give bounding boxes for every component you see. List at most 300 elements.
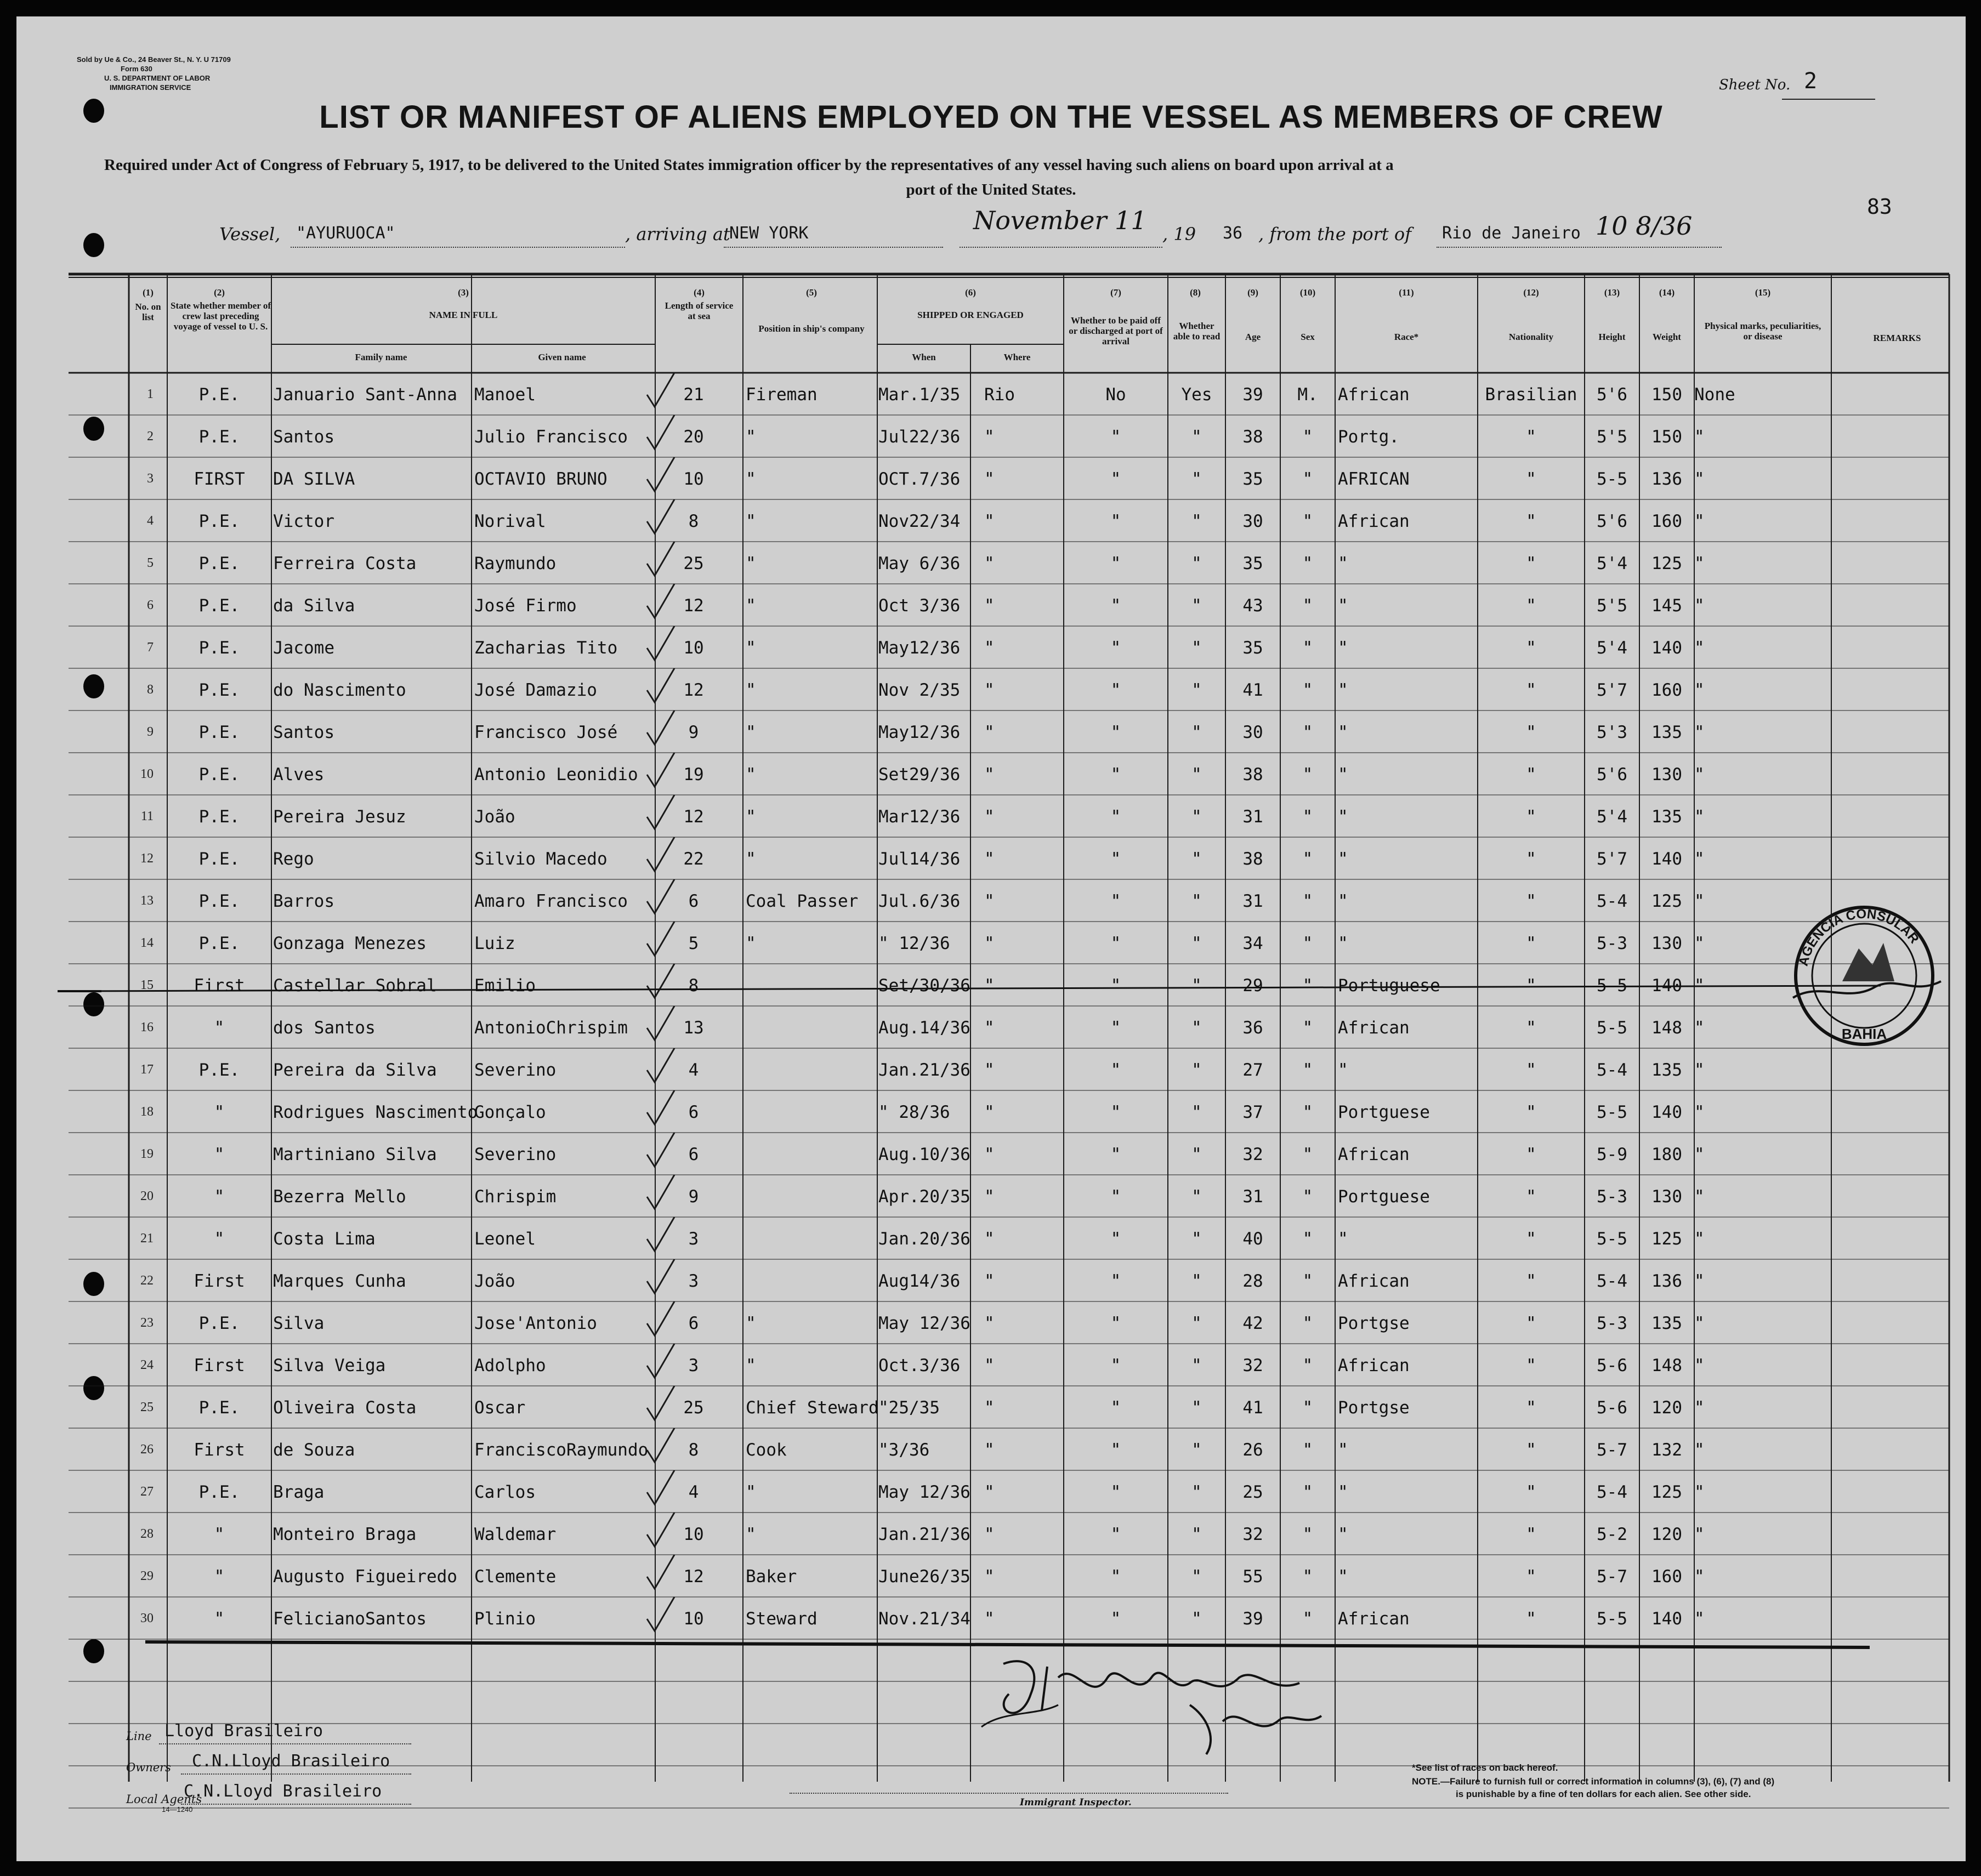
cell-age: 32 [1242,1525,1263,1544]
cell-position: Chief Steward [746,1398,879,1418]
cell-nat: " [1526,976,1536,996]
cell-given: Adolpho [474,1356,546,1375]
cell-age: 30 [1242,511,1263,531]
cell-family: Costa Lima [273,1229,376,1249]
cell-paid: " [1110,1567,1121,1587]
row-number: 16 [140,1020,154,1034]
cell-position: Steward [746,1609,818,1629]
cell-position: " [746,427,756,447]
cell-position: Fireman [746,385,818,405]
cell-service: 25 [683,1398,704,1418]
cell-when: Oct 3/36 [878,596,961,616]
cell-sex: " [1302,723,1313,742]
cell-sex: " [1302,554,1313,573]
cell-weight: 150 [1651,427,1682,447]
cell-where: " [984,1271,995,1291]
cell-position: " [746,596,756,616]
cell-weight: 130 [1651,765,1682,784]
col-height-heading: Height [1598,332,1626,342]
col-age-heading: Age [1245,332,1261,342]
row-number: 13 [140,894,154,908]
cell-paid: " [1110,1482,1121,1502]
cell-height: 5-3 [1597,934,1627,953]
cell-position: " [746,680,756,700]
cell-paid: No [1105,385,1126,405]
cell-weight: 180 [1651,1145,1682,1164]
cell-family: Castellar Sobral [273,976,437,996]
row-number: 14 [140,936,154,950]
cell-age: 35 [1242,638,1263,658]
cell-marks: " [1694,1102,1705,1122]
cell-height: 5-5 [1597,1018,1627,1038]
vessel-name: "AYURUOCA" [296,224,395,243]
row-number: 29 [140,1569,154,1583]
cell-where: " [984,1018,995,1038]
cell-sex: " [1302,976,1313,996]
cell-given: Gonçalo [474,1102,546,1122]
cell-sex: " [1302,1356,1313,1375]
cell-family: Santos [273,723,334,742]
cell-family: Pereira Jesuz [273,807,406,827]
cell-sex: " [1302,1060,1313,1080]
col-remarks-heading: REMARKS [1873,333,1921,343]
cell-nat: " [1526,554,1536,573]
cell-height: 5-7 [1597,1440,1627,1460]
cell-height: 5'6 [1597,385,1627,405]
cell-paid: " [1110,1018,1121,1038]
cell-weight: 160 [1651,511,1682,531]
cell-family: Januario Sant-Anna [273,385,457,405]
cell-state: P.E. [198,934,240,953]
cell-service: 25 [683,554,704,573]
cell-age: 29 [1242,976,1263,996]
col-name-heading: NAME IN FULL [429,310,498,320]
cell-height: 5-9 [1597,1145,1627,1164]
cell-given: João [474,807,515,827]
cell-paid: " [1110,934,1121,953]
cell-read: " [1191,1229,1202,1249]
cell-position: Baker [746,1567,797,1587]
cell-where: " [984,765,995,784]
page-title: LIST OR MANIFEST OF ALIENS EMPLOYED ON THE VESSEL AS MEMBERS OF CREW [319,99,1663,135]
cell-nat: " [1526,1060,1536,1080]
arrival-date: November 11 [973,206,1147,235]
cell-given: Leonel [474,1229,536,1249]
cell-age: 55 [1242,1567,1263,1587]
cell-age: 40 [1242,1229,1263,1249]
cell-sex: " [1302,596,1313,616]
cell-race: " [1338,554,1348,573]
inspector-rule [790,1793,1228,1794]
cell-weight: 125 [1651,1482,1682,1502]
stamp-text-top: AGENCIA CONSULAR [1796,906,1922,968]
cell-read: " [1191,469,1202,489]
cell-position: Coal Passer [746,891,859,911]
cell-marks: " [1694,976,1705,996]
owners-rule [181,1773,411,1775]
cell-where: " [984,723,995,742]
cell-nat: " [1526,1567,1536,1587]
cell-weight: 130 [1651,1187,1682,1207]
cell-height: 5-2 [1597,1525,1627,1544]
cell-paid: " [1110,554,1121,573]
cell-sex: " [1302,1398,1313,1418]
cell-service: 3 [688,1356,699,1375]
cell-position: " [746,1525,756,1544]
cell-family: Silva [273,1314,325,1333]
cell-age: 31 [1242,807,1263,827]
cell-given: Oscar [474,1398,526,1418]
cell-weight: 135 [1651,723,1682,742]
cell-height: 5-6 [1597,1398,1627,1418]
cell-weight: 145 [1651,596,1682,616]
cell-marks: " [1694,723,1705,742]
cell-state: " [214,1609,225,1629]
cell-nat: " [1526,1525,1536,1544]
cell-position: " [746,723,756,742]
cell-weight: 125 [1651,1229,1682,1249]
cell-height: 5-5 [1597,1102,1627,1122]
cell-read: " [1191,1356,1202,1375]
cell-weight: 120 [1651,1525,1682,1544]
cell-family: Monteiro Braga [273,1525,417,1544]
cell-state: First [194,1440,245,1460]
row-number: 4 [147,514,154,528]
row-number: 30 [140,1611,154,1625]
cell-sex: " [1302,1567,1313,1587]
col-num: (4) [694,287,705,298]
cell-sex: M. [1297,385,1318,405]
col-service-heading: Length of service at sea [665,300,734,321]
cell-age: 41 [1242,680,1263,700]
end-of-list-line [145,1642,1870,1647]
line-value: Lloyd Brasileiro [164,1721,323,1741]
cell-state: P.E. [198,680,240,700]
cell-race: Portguese [1338,1187,1430,1207]
cell-weight: 150 [1651,385,1682,405]
cell-service: 13 [683,1018,704,1038]
cell-sex: " [1302,469,1313,489]
cell-nat: " [1526,427,1536,447]
cell-given: Manoel [474,385,536,405]
cell-nat: " [1526,1609,1536,1629]
cell-paid: " [1110,1102,1121,1122]
cell-marks: " [1694,1440,1705,1460]
col-paid-heading: Whether to be paid off or discharged at port of arrival [1069,315,1163,346]
imprint-line: IMMIGRATION SERVICE [110,83,191,92]
cell-state: P.E. [198,1398,240,1418]
col-when-heading: When [912,352,936,362]
cell-age: 28 [1242,1271,1263,1291]
cell-paid: " [1110,1440,1121,1460]
cell-paid: " [1110,1398,1121,1418]
cell-service: 9 [688,1187,699,1207]
cell-where: " [984,1567,995,1587]
cell-state: First [194,976,245,996]
cell-service: 4 [688,1060,699,1080]
sheet-label: Sheet No. [1719,77,1791,93]
col-num: (5) [806,287,817,298]
cell-service: 3 [688,1271,699,1291]
row-number: 18 [140,1105,154,1119]
cell-weight: 120 [1651,1398,1682,1418]
cell-age: 31 [1242,891,1263,911]
cell-paid: " [1110,511,1121,531]
cell-sex: " [1302,807,1313,827]
cell-state: P.E. [198,1482,240,1502]
cell-age: 25 [1242,1482,1263,1502]
subtitle: Required under Act of Congress of February 5, 1917, to be delivered to the United States immigration officer by the representatives of any vessel having such aliens on board upon arrival at a [104,156,1394,174]
cell-state: P.E. [198,723,240,742]
cell-state: " [214,1525,225,1544]
cell-sex: " [1302,1440,1313,1460]
cell-when: Jan.20/36 [878,1229,970,1249]
cell-read: " [1191,511,1202,531]
cell-position: " [746,849,756,869]
cell-when: Oct.3/36 [878,1356,961,1375]
cell-state: " [214,1567,225,1587]
departure-port: Rio de Janeiro [1442,224,1581,243]
cell-height: 5'7 [1597,680,1627,700]
cell-marks: " [1694,1145,1705,1164]
cell-paid: " [1110,427,1121,447]
cell-paid: " [1110,765,1121,784]
cell-marks: " [1694,849,1705,869]
cell-given: José Damazio [474,680,597,700]
col-nationality-heading: Nationality [1508,332,1554,342]
cell-given: Francisco José [474,723,618,742]
cell-marks: " [1694,1567,1705,1587]
cell-weight: 140 [1651,976,1682,996]
cell-marks: " [1694,511,1705,531]
row-number: 25 [140,1400,154,1414]
cell-where: " [984,1145,995,1164]
cell-family: Jacome [273,638,334,658]
cell-paid: " [1110,596,1121,616]
cell-state: First [194,1356,245,1375]
cell-age: 43 [1242,596,1263,616]
col-num: (6) [965,287,976,298]
cell-state: P.E. [198,765,240,784]
cell-weight: 160 [1651,1567,1682,1587]
cell-family: Victor [273,511,334,531]
cell-state: " [214,1229,225,1249]
cell-state: P.E. [198,511,240,531]
cell-given: Chrispim [474,1187,557,1207]
cell-state: First [194,1271,245,1291]
cell-where: " [984,427,995,447]
cell-marks: " [1694,807,1705,827]
cell-given: Severino [474,1145,557,1164]
col-num: (13) [1604,287,1620,298]
cell-service: 9 [688,723,699,742]
cell-marks: " [1694,1525,1705,1544]
cell-race: Portuguese [1338,976,1440,996]
cell-paid: " [1110,1525,1121,1544]
cell-weight: 160 [1651,680,1682,700]
cell-where: " [984,596,995,616]
col-where-heading: Where [1003,352,1031,362]
cell-read: " [1191,1482,1202,1502]
cell-age: 30 [1242,723,1263,742]
col-marks-heading: Physical marks, peculiarities, or disease [1704,321,1821,342]
cell-race: African [1338,1145,1410,1164]
cell-nat: " [1526,891,1536,911]
cell-service: 6 [688,1102,699,1122]
cell-race: " [1338,807,1348,827]
cell-given: Jose'Antonio [474,1314,597,1333]
cell-sex: " [1302,638,1313,658]
cell-when: Nov.21/34 [878,1609,970,1629]
cell-when: Jul22/36 [878,427,961,447]
cell-where: " [984,1060,995,1080]
col-num: (9) [1247,287,1258,298]
cell-sex: " [1302,1609,1313,1629]
cell-service: 6 [688,1314,699,1333]
cell-when: Apr.20/35 [878,1187,970,1207]
cell-when: " 28/36 [878,1102,950,1122]
cell-sex: " [1302,1525,1313,1544]
cell-weight: 140 [1651,638,1682,658]
cell-read: " [1191,1609,1202,1629]
cell-age: 38 [1242,765,1263,784]
agents-label: Local Agents [126,1793,202,1806]
cell-when: Jan.21/36 [878,1060,970,1080]
cell-paid: " [1110,891,1121,911]
col-num: (7) [1110,287,1121,298]
cell-read: " [1191,891,1202,911]
cell-given: FranciscoRaymundo [474,1440,649,1460]
cell-service: 8 [688,976,699,996]
cell-state: P.E. [198,638,240,658]
col-race-heading: Race* [1394,332,1419,342]
cell-height: 5-5 [1597,1609,1627,1629]
cell-given: Norival [474,511,546,531]
cell-race: African [1338,385,1410,405]
owners-label: Owners [126,1761,171,1774]
cell-family: de Souza [273,1440,355,1460]
cell-state: P.E. [198,554,240,573]
cell-position: " [746,765,756,784]
cell-height: 5-5 [1597,976,1627,996]
form-code: 14—1240 [162,1805,193,1814]
cell-when: Nov 2/35 [878,680,961,700]
cell-sex: " [1302,1314,1313,1333]
cell-read: " [1191,1398,1202,1418]
cell-race: " [1338,891,1348,911]
cell-race: African [1338,1271,1410,1291]
cell-family: Ferreira Costa [273,554,417,573]
cell-height: 5-3 [1597,1187,1627,1207]
cell-race: " [1338,638,1348,658]
cell-when: May 12/36 [878,1482,970,1502]
cell-given: Silvio Macedo [474,849,608,869]
cell-family: FelicianoSantos [273,1609,427,1629]
cell-family: Silva Veiga [273,1356,386,1375]
imprint-line: Sold by Ue & Co., 24 Beaver St., N. Y. U 71709 [77,55,231,64]
cell-marks: " [1694,1482,1705,1502]
cell-weight: 148 [1651,1356,1682,1375]
cell-service: 12 [683,807,704,827]
cell-state: P.E. [198,807,240,827]
cell-read: " [1191,1018,1202,1038]
cell-marks: " [1694,1314,1705,1333]
departure-date: 10 8/36 [1596,211,1693,241]
cell-race: African [1338,1018,1410,1038]
cell-when: Mar.1/35 [878,385,961,405]
cell-nat: " [1526,1314,1536,1333]
cell-service: 12 [683,680,704,700]
cell-height: 5'4 [1597,554,1627,573]
cell-marks: " [1694,934,1705,953]
line-label: Line [126,1730,152,1743]
cell-sex: " [1302,849,1313,869]
cell-family: Oliveira Costa [273,1398,417,1418]
col-num: (2) [214,287,225,298]
cell-marks: " [1694,554,1705,573]
cell-family: Alves [273,765,325,784]
cell-family: Barros [273,891,334,911]
cell-weight: 130 [1651,934,1682,953]
cell-state: " [214,1102,225,1122]
cell-age: 39 [1242,1609,1263,1629]
cell-state: P.E. [198,596,240,616]
cell-state: " [214,1145,225,1164]
cell-read: " [1191,680,1202,700]
cell-marks: " [1694,1271,1705,1291]
cell-where: " [984,511,995,531]
cell-height: 5'4 [1597,807,1627,827]
cell-read: " [1191,934,1202,953]
cell-race: " [1338,1525,1348,1544]
col-num: (10) [1299,287,1316,298]
cell-position: " [746,807,756,827]
cell-paid: " [1110,680,1121,700]
cell-service: 5 [688,934,699,953]
cell-given: Plinio [474,1609,536,1629]
cell-read: " [1191,1060,1202,1080]
cell-nat: " [1526,723,1536,742]
cell-race: Portguese [1338,1102,1430,1122]
cell-paid: " [1110,807,1121,827]
cell-paid: " [1110,976,1121,996]
row-number: 12 [140,851,154,866]
cell-height: 5-3 [1597,1314,1627,1333]
cell-marks: " [1694,1398,1705,1418]
cell-position: " [746,934,756,953]
cell-read: " [1191,807,1202,827]
cell-when: Aug.10/36 [878,1145,970,1164]
row-number: 9 [147,725,154,739]
col-state-heading: State whether member of crew last preceding voyage of vessel to U. S. [170,300,271,332]
cell-height: 5'3 [1597,723,1627,742]
cell-nat: " [1526,511,1536,531]
cell-service: 10 [683,1609,704,1629]
cell-when: May 12/36 [878,1314,970,1333]
cell-where: " [984,1525,995,1544]
row-number: 17 [140,1062,154,1077]
cell-paid: " [1110,849,1121,869]
cell-nat: " [1526,1440,1536,1460]
cell-position: " [746,469,756,489]
cell-race: African [1338,1356,1410,1375]
cell-age: 39 [1242,385,1263,405]
cell-race: Portgse [1338,1314,1410,1333]
cell-nat: " [1526,1398,1536,1418]
cell-when: Jul.6/36 [878,891,961,911]
cell-paid: " [1110,1609,1121,1629]
row-number: 19 [140,1147,154,1161]
